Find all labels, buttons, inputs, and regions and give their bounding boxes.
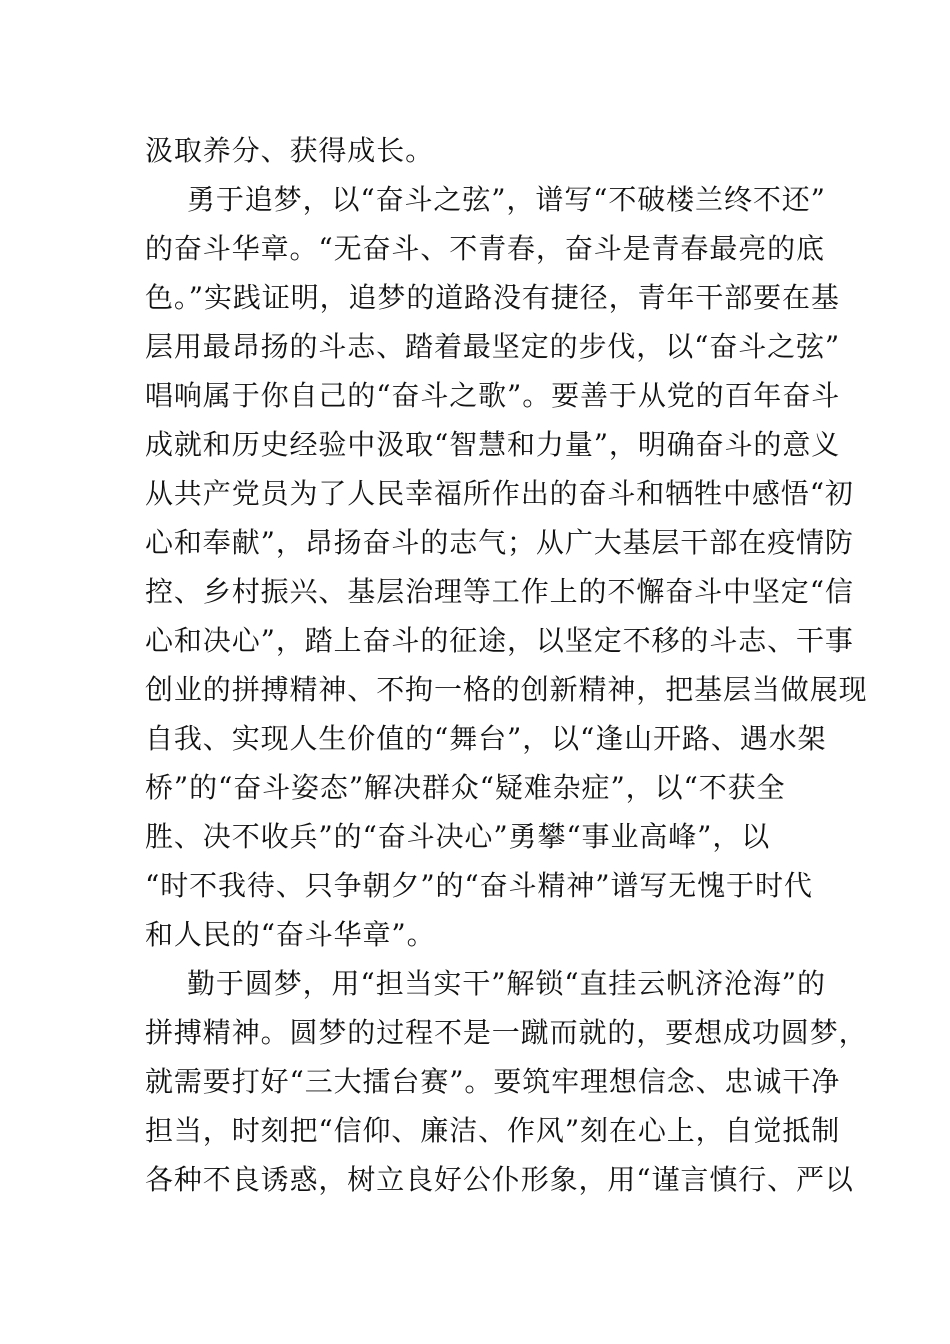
text-line: 心和奉献”，昂扬奋斗的志气；从广大基层干部在疫情防	[145, 526, 854, 559]
text-line: 自我、实现人生价值的“舞台”，以“逢山开路、遇水架	[145, 722, 827, 755]
text-line: 担当，时刻把“信仰、廉洁、作风”刻在心上，自觉抵制	[145, 1114, 841, 1147]
paragraph-start-line: 勤于圆梦，用“担当实干”解锁“直挂云帆济沧海”的	[187, 967, 826, 1000]
text-line: 就需要打好“三大擂台赛”。要筑牢理想信念、忠诚干净	[145, 1065, 841, 1098]
text-line: 唱响属于你自己的“奋斗之歌”。要善于从党的百年奋斗	[145, 379, 841, 412]
text-line: 的奋斗华章。“无奋斗、不青春，奋斗是青春最亮的底	[145, 232, 825, 265]
text-line: 控、乡村振兴、基层治理等工作上的不懈奋斗中坚定“信	[145, 575, 854, 608]
text-line: 拼搏精神。圆梦的过程不是一蹴而就的，要想成功圆梦，	[145, 1016, 868, 1049]
text-line: 层用最昂扬的斗志、踏着最坚定的步伐，以“奋斗之弦”	[145, 330, 841, 363]
text-line: 成就和历史经验中汲取“智慧和力量”，明确奋斗的意义	[145, 428, 841, 461]
text-line: 汲取养分、获得成长。	[145, 134, 435, 167]
text-line: 色。”实践证明，追梦的道路没有捷径，青年干部要在基	[145, 281, 840, 314]
text-line: 和人民的“奋斗华章”。	[145, 918, 436, 951]
text-line: “时不我待、只争朝夕”的“奋斗精神”谱写无愧于时代	[145, 869, 813, 902]
text-line: 从共产党员为了人民幸福所作出的奋斗和牺牲中感悟“初	[145, 477, 854, 510]
text-line: 桥”的“奋斗姿态”解决群众“疑难杂症”，以“不获全	[145, 771, 786, 804]
text-line: 心和决心”，踏上奋斗的征途，以坚定不移的斗志、干事	[145, 624, 854, 657]
text-line: 胜、决不收兵”的“奋斗决心”勇攀“事业高峰”，以	[145, 820, 771, 853]
text-line: 创业的拼搏精神、不拘一格的创新精神，把基层当做展现	[145, 673, 868, 706]
paragraph-start-line: 勇于追梦，以“奋斗之弦”，谱写“不破楼兰终不还”	[187, 183, 826, 216]
text-line: 各种不良诱惑，树立良好公仆形象，用“谨言慎行、严以	[145, 1163, 854, 1196]
